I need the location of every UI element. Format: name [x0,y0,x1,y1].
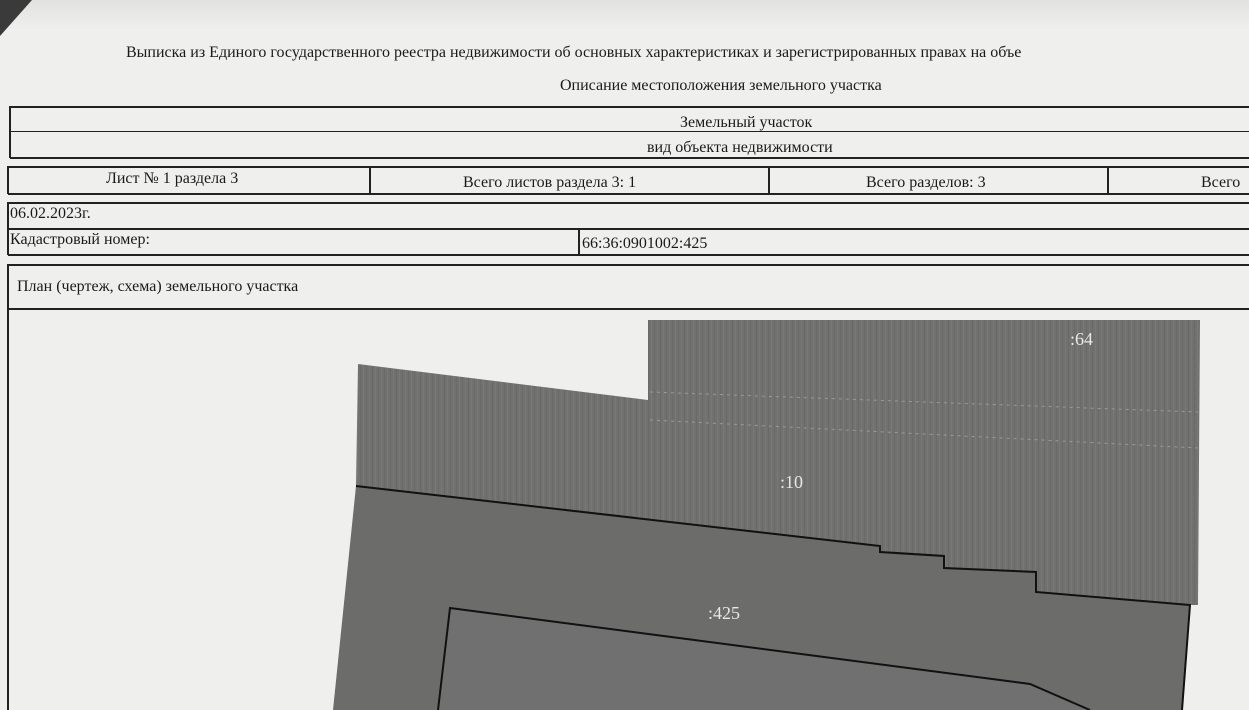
parcel-label-425: :425 [708,603,741,623]
total-truncated: Всего [1201,174,1241,191]
object-type-caption: вид объекта недвижимости [647,139,833,156]
extract-date: 06.02.2023г. [10,205,91,222]
object-type: Земельный участок [680,114,813,131]
plan-heading: План (чертеж, схема) земельного участка [17,278,299,295]
sheet-number: Лист № 1 раздела 3 [106,170,239,187]
parcel-label-64: :64 [1070,329,1094,349]
document-subtitle: Описание местоположения земельного участка [560,77,882,94]
total-sheets: Всего листов раздела 3: 1 [463,174,637,191]
parcel-label-10: :10 [780,472,804,492]
total-sections: Всего разделов: 3 [866,174,986,191]
cadastral-label: Кадастровый номер: [10,231,150,248]
document-title: Выписка из Единого государственного реестра недвижимости об основных характеристиках и зарегистрированных правах на объе [126,44,1022,61]
cadastral-number: 66:36:0901002:425 [582,235,708,252]
